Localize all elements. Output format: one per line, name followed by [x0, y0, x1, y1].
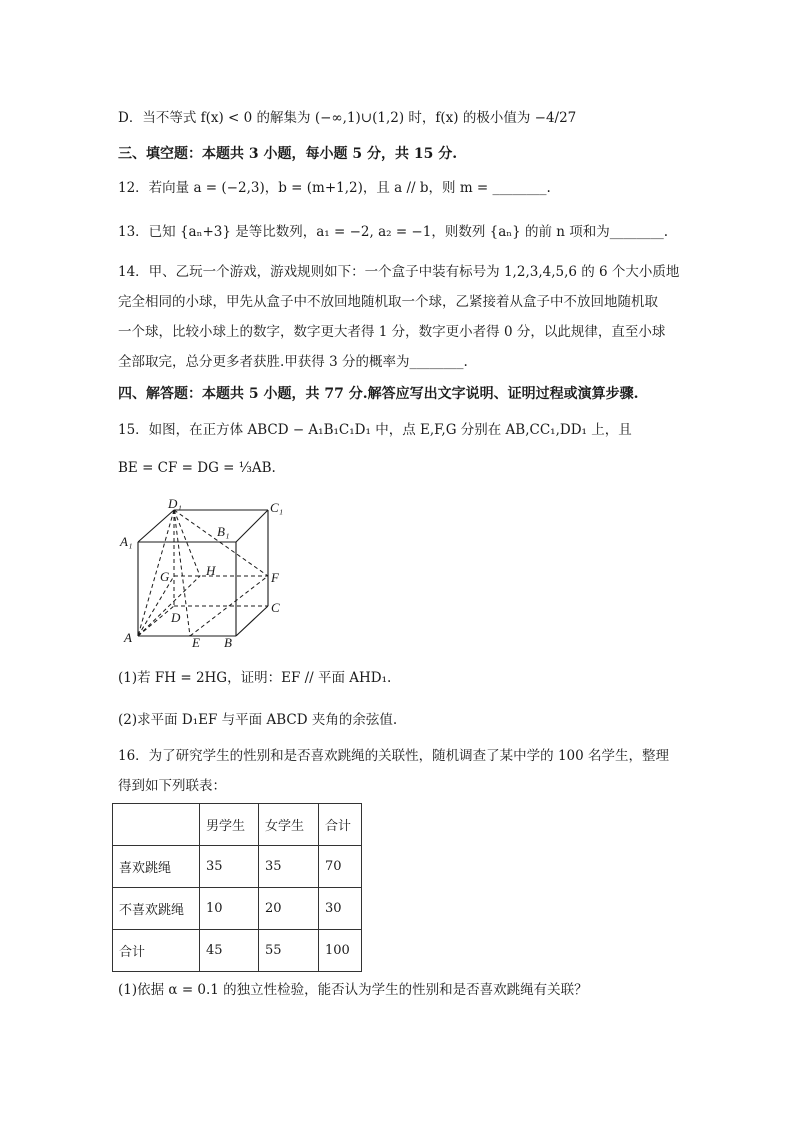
option-d: D．当不等式 f(x) < 0 的解集为 (−∞,1)∪(1,2) 时，f(x) 的极小值为 −4/27 [118, 110, 577, 126]
label-e: E [192, 635, 200, 648]
label-b: B [224, 635, 232, 648]
table-cell: 100 [319, 930, 362, 972]
question-15-line-2: BE = CF = DG = ⅓AB. [118, 460, 276, 476]
section-4-heading: 四、解答题：本题共 5 小题，共 77 分.解答应写出文字说明、证明过程或演算步骤. [118, 386, 639, 402]
label-a: A [124, 630, 132, 645]
segment-d1-f [174, 510, 268, 576]
question-16-line-2: 得到如下列联表： [118, 778, 226, 794]
edge-b1-c1 [236, 510, 268, 542]
question-16-part-1: (1)依据 α = 0.1 的独立性检验，能否认为学生的性别和是否喜欢跳绳有关联？ [118, 982, 588, 998]
question-14-line-3: 一个球，比较小球上的数字，数字更大者得 1 分，数字更小者得 0 分，以此规律，直至小球 [118, 324, 666, 340]
table-header-female: 女学生 [259, 804, 319, 846]
label-c1: C₁ [270, 500, 284, 515]
section-3-heading: 三、填空题：本题共 3 小题，每小题 5 分，共 15 分. [118, 146, 458, 162]
question-15-part-1: (1)若 FH = 2HG，证明：EF // 平面 AHD₁. [118, 670, 392, 686]
table-cell: 合计 [113, 930, 200, 972]
question-13: 13．已知 {aₙ+3} 是等比数列，a₁ = −2, a₂ = −1，则数列 {aₙ} 的前 n 项和为________. [118, 224, 669, 240]
table-header-male: 男学生 [200, 804, 259, 846]
table-row [113, 846, 362, 888]
label-h: H [206, 563, 216, 578]
label-d1: D₁ [168, 498, 182, 511]
table-cell: 20 [259, 888, 319, 930]
table-row [113, 888, 362, 930]
edge-a-d [138, 606, 174, 636]
question-16-line-1: 16．为了研究学生的性别和是否喜欢跳绳的关联性，随机调查了某中学的 100 名学生，整理 [118, 748, 670, 764]
label-a1: A₁ [120, 534, 133, 549]
table-row [113, 930, 362, 972]
edge-d1-a1 [138, 510, 174, 542]
cube-figure [118, 498, 298, 648]
question-14-line-1: 14．甲、乙玩一个游戏，游戏规则如下：一个盒子中装有标号为 1,2,3,4,5,6 的 6 个大小质地 [118, 264, 680, 280]
contingency-table [112, 803, 362, 972]
question-14-line-2: 完全相同的小球，甲先从盒子中不放回地随机取一个球，乙紧接着从盒子中不放回地随机取 [118, 294, 658, 310]
label-b1: B₁ [217, 524, 230, 539]
label-f: F [271, 570, 279, 585]
table-header-row [113, 804, 362, 846]
table-header-total: 合计 [319, 804, 362, 846]
segment-e-f [190, 576, 268, 636]
table-cell: 10 [200, 888, 259, 930]
table-cell: 30 [319, 888, 362, 930]
table-cell: 喜欢跳绳 [113, 846, 200, 888]
question-14-line-4: 全部取完，总分更多者获胜.甲获得 3 分的概率为________. [118, 354, 468, 370]
table-cell: 35 [200, 846, 259, 888]
question-15-part-2: (2)求平面 D₁EF 与平面 ABCD 夹角的余弦值. [118, 712, 398, 728]
segment-d1-h [174, 510, 200, 576]
table-cell: 35 [259, 846, 319, 888]
edge-b-c [236, 606, 268, 636]
table-cell: 不喜欢跳绳 [113, 888, 200, 930]
question-15-line-1: 15．如图，在正方体 ABCD − A₁B₁C₁D₁ 中，点 E,F,G 分别在 AB,CC₁,DD₁ 上，且 [118, 422, 632, 438]
label-g: G [160, 569, 170, 584]
table-cell: 45 [200, 930, 259, 972]
label-d: D [171, 610, 181, 625]
table-cell [113, 804, 200, 846]
label-c: C [271, 600, 280, 615]
table-cell: 55 [259, 930, 319, 972]
table-cell: 70 [319, 846, 362, 888]
question-12: 12．若向量 a = (−2,3)，b = (m+1,2)，且 a // b，则 m = ________. [118, 180, 551, 196]
